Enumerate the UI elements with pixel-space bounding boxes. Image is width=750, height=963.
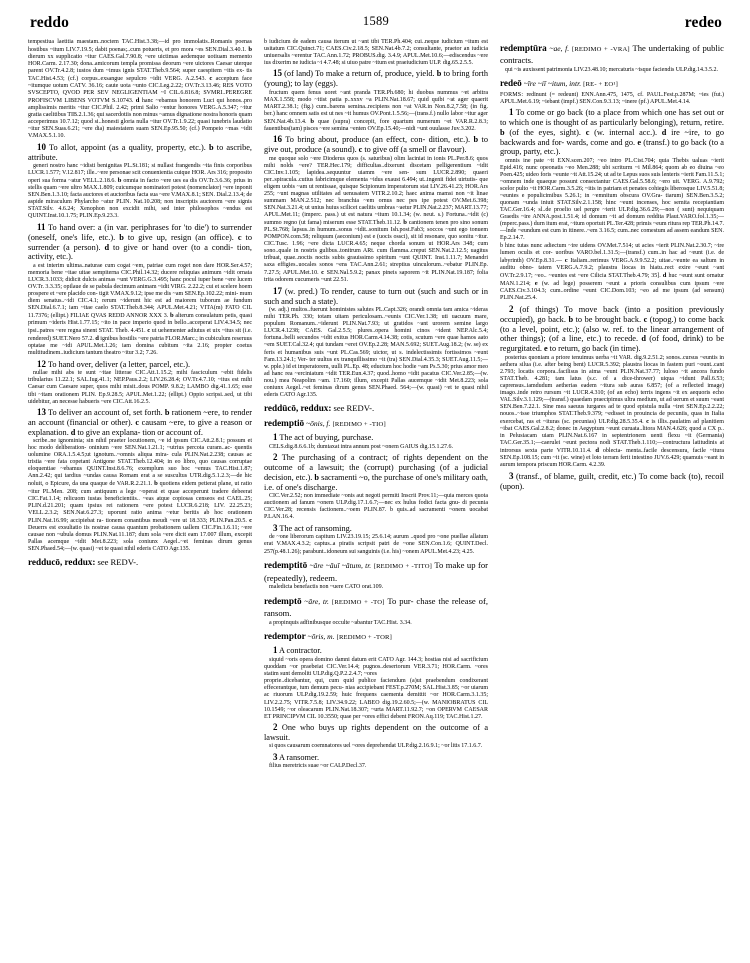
grammar-info: ~āre, tr. <box>301 596 329 606</box>
sense-text: (of land) To make a return of, produce, yield. b to bring forth (young); to lay (eggs). <box>264 69 488 89</box>
sense-3 <box>500 472 724 492</box>
sense-11 <box>28 223 252 262</box>
headword: redemptiō <box>264 418 305 429</box>
sense-text: (w. pred.) To render, cause to turn out (such and such or in such and such a state). <box>264 287 488 306</box>
sense-text: To bring about, produce (an effect, con- dition, etc.). b to give out, produce (a sound). c to give off (a smell or flavour). <box>264 135 488 155</box>
headword-gloss: To make up for (repeatedly), redeem. <box>264 560 488 583</box>
headword-gloss: see REDV-. <box>331 403 375 414</box>
citation-block: nullae mihi abs te sunt ~itae litterae CIC.Att.1.15.2; mihi fasciculum ~ebit fidelis tribularius 11.22.1; SAL.Iug.41.1; NEP.Paus.2.2; LIV.26.28.4; OV.Tr.4.7.10; ~itus est mihi Caesar cum Caesare super, quos mihi misit..dous POMP. 9.8.2; LAMBO dig.41.1.65; esse tibi ~itam orationem PLIN. Ep.9.28.5; APUL.Met.1.22; (ellipt.) Oppio scripsi..sed, ut tibi uidebitur, an necesse habueris ~ere CIC.Att.16.2.5. <box>28 370 252 405</box>
forms-label: FORMS: <box>500 91 524 98</box>
citation-block: qui ~is auxissent patrimonia LIV.23.48.10; mercaturis ~isque faciendis ULP.dig.14.3.5.2. <box>505 66 719 73</box>
headword: redemptitō <box>264 560 308 571</box>
sense-number: 2 <box>273 452 278 463</box>
headword: redeō <box>500 78 522 89</box>
citation-block: maledicta benefactis non ~uere CATO orat.109. <box>269 584 384 591</box>
etymology: [REDIMO + -TIO] <box>332 421 386 429</box>
sense-text: To hand over, deliver (a letter, parcel, etc.). <box>47 359 191 369</box>
sense-1 <box>264 433 488 443</box>
headword-entry <box>264 403 488 414</box>
sense-text: The act of ransoming. <box>279 524 352 534</box>
etymology: [REDIMO + -TITO] <box>373 563 433 571</box>
citation-block: proprie..dicebantur, qui, cum quid publice faciendum (a)ut praebendum condixerant effecerantque, tum demum pecu- nias accipiebant FEST.p.270M; SAL.Hist.3.85; ~or uiarum ac riuorum ULP.dig.19.2.59; huic frequens caementa demittit ~or HOR.Carm.3.1.35; LIV.2.2.75; VITR.7.5.8; LIV.34.9.22; LABEO dig.19.2.60.5;—(w. MANIOBRATUS CIL 10.1549; ~or oleacarum PLIN.Nat.18.307; ~urta MART.11.92.7; ~on OPERVM CAESAR ET PRINCIPVM CIL 10.3550; quae per ~ores effici debent FRON.Aq.119; TAC.Hist.1.27. <box>264 678 488 720</box>
citation-block: de ~one liberorum capitum LIV.23.19.15; 25.6.14; aurum ..quod pro ~one puellae allatum erat V.MAX.4.3.2; captus..a piratis scripsit patri de ~one SEN.Con.1.6; QUINT.Decl. 257(p.48.1.26); parabunt..idoneum sui sanguinis (i.e. his) ~onem APUL.Met.4.23; 4.25. <box>264 534 488 555</box>
sense-text: The purchasing of a contract; of rights dependent on the outcome of a lawsuit; the (corrupt) purchasing (of a judicial decision, etc.). b sacramenti ~o, the purchase of one's military oath, i.e. of one's discharge. <box>264 453 488 492</box>
forms-text: redīnunt (= redeunt) ENN.Ann.475, 1475, cf. PAUL.Fest.p.287M; ~ies (fut.) APUL.Met.6.19; ~iebant (impf.) SEN.Con.9.3.13; ~inere (pf.) APUL.Met.4.14. <box>500 91 724 105</box>
headword: redemptō <box>264 595 302 606</box>
headword-entry <box>500 43 724 66</box>
sense-number: 16 <box>273 134 282 145</box>
sense-text: To hand over: a (in var. periphrases for 'to die') to surrender (oneself, one's life, etc.). b to give up, resign (an office). c to surrender (a person). d to give or hand over (to a condi- tion, activity, etc.). <box>28 223 252 262</box>
sense-number: 2 <box>273 722 278 733</box>
sense-3 <box>264 524 488 534</box>
sense-15 <box>264 69 488 89</box>
sense-number: 10 <box>37 141 46 152</box>
citation-block: a est interim ultima..naturae cum cogat ~em, patriae cum roget non dare HOR.Ser.4.57; memoria bene ~itae uitae sempiterna CIC.Phil.14.32; ducere reliquias animum ~idit ornata LUCR.3.1033; didicit dulcis animas ~unt VERG.G.3.495; hanc pocul iuper bene ~ere lucem OV.Tr. 3.3.35; opilaue de se pabula decimum animam ~idit VIRG. 2.22.2; cui et scelere hoem prospere et ~ere placido con- tigit V.MAX.9.12; ipse me dis ~am SEN.Ep.102.22; mini- mum diem senatus..~idi CIC.4.1; rerum ~iderunt hic est ad maiorem tuborum ae fundum SEN.Dial.6.7.1; iam ~itae caelo STAT.Theb.8.344; APUL.Met.4.21; VITA(m) FATO CIL 11.7376; (ellipt.) FILIAE QVAS REDD ANNOR XXX 3. b alterum consulatum petis, quasi primum ~ideris Hist.1.77.15; ~ito in pace imperio quod in bello..acceperat LIV.4.34.5; nec ipsi..patres ~ere regna sinent STAT. Theb. 4.451. c ut uehementer adiutus et uix ~itus sit (i.e. rendered) SUET.Nero 57.2. d ignibus hostilis ~ere patria FLOR.Marc.; in cubiculum reseruus optatae me ~idi APUL.Met.1.26; iam domina cubitum ~ita 2.16; propter coetus multitudinem..iudicium tantum theatro ~itur 3.2; 7.26. <box>28 262 252 357</box>
column-3 <box>500 38 724 955</box>
headword: redducō, reddux: <box>28 557 96 568</box>
sense-17 <box>264 287 488 307</box>
sense-16 <box>264 135 488 155</box>
citation-block: posterius quoniam a priore tenuimus uerba ~it VAR. dig.9.2.51.2; sonos..cursus ~euntis in aethera silua (i.e. after being bent) LUCR.5.392; plaustra liocas in fastem puri ~ount..cant 2.793; locatis corpora..facilisus in aima ~eunt PLIN.Nat.37.77; luloso ~it ancora fundo STAT.Theb. 4.281; tam latus (s.c. of a dice-thrower) uiqua ~idunt Pall.6.53; caprensus..iamdudum aetherias eadem ~itura sub auras 6.857; (of a reflected image) imago..inde retro rursum ~it LUCR.4.310; (of an echo) terris ingens ~it ex aequoris echo VAL.Silv.3.1.129;—(transf.) quaedam praecipimus ultra medium, ut ad uerum et suum ~eant SEN.Ben.7.22.1. Sine mea saeuus iurgares ad te quod epistula nulla ~iret SEN.Ep.2.2.22; nouos..~isse triumphos STAT.Theb.9.379; ~edisset in prouincia de pecuniis, quas in Italia exercebat, ras et ~ituras (sc. pecunias) ULP.dig.28.5.35.4. c is illis..paulatim ad planitiem ~ibat CAES.Gal.2.8.2; donec in Aegyptum ~eunt curuata..litora MAN.4.626; quod a CX p.. in Pelusiacam uiam PLIN.Nat.6.167 in septentrionem uenti flexu ~it (Germania) TAC.Ger.35.1;—caerulei ~eunt pectora nodi STAT.Theb.1.110;—contructura latitudinis at introrsus sexta parte VITR.10.11.4. d oblecta- menta..facile descensura, facile ~itura SEN.Ep.108.15; cum ~it (sc. wine) et loto terram ferit intestino JUV.6.429; quamuis ~eant in aurum tempora priscum HOR.Carm. 4.2.39. <box>500 354 724 469</box>
grammar-info: ~ōnis, f. <box>304 419 331 429</box>
etymology: [REDIMO + -TOR] <box>336 634 393 642</box>
sense-number: 17 <box>273 286 282 297</box>
sense-number: 1 <box>273 432 278 443</box>
sense-number: 3 <box>509 470 514 481</box>
citation-block: si quos causarum coemnatores uel ~ores deprehendat ULP.dig.2.16.9.1; ~or litis 17.1.6.7. <box>269 743 483 750</box>
headword-entry <box>264 560 488 583</box>
headword-entry <box>264 631 488 644</box>
headword-entry <box>28 557 252 568</box>
headword-gloss: see REDV-. <box>95 557 139 568</box>
sense-1 <box>500 108 724 157</box>
citation-block: filius meretricis suae ~or CALP.Decl.37. <box>269 763 367 770</box>
sense-text: To allot, appoint (as a quality, property, etc.). b to ascribe, attribute. <box>28 142 252 162</box>
headword-entry <box>264 596 488 619</box>
sense-text: To deliver an account of, set forth. b rationem ~ere, to render an account (financial or other). c causam ~ere, to give a reason or explanation. d to give an explana- tion or account of. <box>28 408 252 437</box>
headword-entry <box>500 78 724 91</box>
sense-text: (transf., of blame, guilt, credit, etc.) To come back (to), recoil (upon). <box>500 471 724 491</box>
citation-block: fructum quem fenus uoret ~ant pranda TER.Ph.680; hi duobus nummus ~et arbitra MAX.1.558; modo ~itist patia p..xxxv ~a PLIN.Nat.18.67; quid quibi ~at ager quaerit MART.2.38.1; (fig.) cum..barens semina..recipiens non ~at VAR.in Non.8.2,7.58; (in fig. ber.) hanc omnem satis est ut nes ~it humus OV.Pont.1.5.56;—(trans.f.) nullo labor ~itur ager SEN.Nat.4b.13.4. b quae (supra) concepit, fore quartum numerum ~et VAR.R.2.8.3; fauentibus(tam) pisces ~ere semina ~enten OV.Ep.15.40;—nidi ~unt ouulasse Juv.3.202. <box>264 89 488 132</box>
sense-text: (of things) To move back (into a position previously occupied), go back. b to be brought back. c (topog.) to come back (to a level, point, etc.); (also w. ref. to the linear arrangement of other things); (of a line, etc.) to recede. d (of food, drink) to be regurgitated. e to return, go back (in time). <box>500 304 724 354</box>
citation-block: (w. adj.) multos..fuerunt hoministes salutes PL.Capt.326; orandi omnia tam amica ~ideras mihi TER.Ph. 330; totam uitam periculosam..~eunis CIC.Ver.1.38; uti uacuum mare, populum Romanum..~iderunt PLIN.Nat.7.93; ut gratidos ~ant urorem semine largo LUCR.4.1238; CAES. Gal.2.5.5; plures..opera homini cinos ~ident NEP.Alc.5.4; fortuna..belli secundos ~idit exitus HOR.Carm.4.14.38; cotis, scutum ~ere quae hamos aato ~em SUET.Cal.32.4; qui tundam ~eret OV.Ep.2.28; MAN.5.692; SUET.Aug.18.2; (w. se) ex feris et humanibus suis ~unt PL.Cas.569; uictor, ut s. indelectissimis fortissimos ~eunt Fam.13.24.1; Ver- ter uultus ex tranquillissimo ~it (tra) SEN.Dial.4.35.3; SUET.Aug.11.5;—w. pple.) id et imperatorem, uulli PL.Ep. 48; eductum hoc hodie ~am Ps.5.30; prius amor meo ad hanc rea ~erciniatum ~idit TER.Eun.4.37; quod..homo ~idit pacatus CIC.Ver.2.85;—(w. nou.) mea Neapolim ~am. 17.160; illum, excepit Pallas aucemque ~idit Met.8.223; sola coniunx Aegel..~et feminas dirum genus SEN.Phaed. 564;—(w. quasi) ~et te quasi nihil ederis CATO Agr.135. <box>264 307 488 398</box>
column-1 <box>28 38 252 955</box>
grammar-info: ~ae, f. <box>546 43 570 53</box>
sense-number: 15 <box>273 68 282 79</box>
sense-number: 12 <box>37 358 46 369</box>
etymology: [REDIMO + -VRA] <box>571 45 630 53</box>
sense-1 <box>264 646 488 656</box>
sense-number: 13 <box>37 407 46 418</box>
sense-2 <box>500 305 724 354</box>
etymology: [REDIMO + -TO] <box>331 598 385 606</box>
citation-block: scribe..ne ignominia; sin nihil praeter locutionem, ~e id ipsum CIC.Att.2.8.1; possum et hoc modo deliberation- oninium ~ere SEN.Nat.1.21.1; ~utrius percota curam..ac- quentis uolumine ORA.1.5.4.5;ut ignotum..~omnis aliqua mira- cula PLIN.Nat.2.238; causas ac tristia ~ere fata copetant Antigone STAT.Theb.12.404; in eo libro, quo causas corruptae eloquentiae ~ebamus QUINT.Inst.8.6.76; exemplum suo hoc ~emus TAC.Hist.1.87; Ann.2.42; qui tardius ~undas causa Romam erat a se suscultus UTR.dig.5.1.2.3;—de hic noluit, o Epicure, da una quaque de VAR.R.2.21.1. b quotiens eidem petierat plane, ut ratio ~itur PL.Men. 208; cum antiquum a lege ~operat et quae acceperunt tradere debeerat CIC.Fat.1.14; relicuom iustas beneficientiis.. ~eas atque copiosas censeos est CAEL.25; PLIN.d.21.201; quam ipsius rei rationem ~ere potest LUCR.6.218; LIV. 22.25.23; VELL.2.3.2; SEN.Nat.6.27.3; uporunt ratio anima ~etur beritis ab hoc orationem PLIN.Nat.16.99; accipiebat ra- tionem conantibus meudi ~ere ut 18.333; PLIN.Pan.20.5. c Deuerrs est exsultatio iis nostrae causa quantum probationem uallem CIC.Fin.1.6.11; ~ere causae non ~ubula domus PLIN.Nat.11.187; dum sola ~ere dicit eam 17.007 illum, excepit Pallas acemque ~idit Met.8.223; sola coniunx Aegel..~et feminas dirum genus SEN.Phaed.54;—(w. quasi) ~et te quasi nihil ederis CATO Agr.135. <box>28 438 252 552</box>
running-head-left: reddo <box>30 14 69 31</box>
headword: redemptūra <box>500 42 547 53</box>
citation-block: a propinquis adfinibusque occulte ~abantur TAC.Hist. 3.34. <box>269 619 412 626</box>
sense-2 <box>264 453 488 492</box>
citation-block: b hinc tutas nunc adiectum ~ire uidens OV.Met.7.514; ut acies ~ierit PLIN.Nat.2.30.7; ~ire lumen oculis et cor- uoribus VARO.bel.1.31.5;—(transf.) cum..in hac ad ~eunt (i.e. de labyrinth) OV.Ep.8.31.— c Italiam..rerimus VERG.A.9.9.52.2; uitae..~eunte ea saltum in auditu obno- tatem VERG.A.7.9.2; plaustra liocas in hiatu..rect exire ~eunt ~ant OV.Tr.2.9.17; ~eo.. ~euntes est ~ere Cilicia STAT.Theb.4.79; 35]. d huc ~eunt sunt ornatur MAN.1.214; e (w. ad lege) posserem ~eunt a prioris consulibus cum ipsum ~ere CAES.Civ.3.104.3; cum..ordine ~eunt CIC.Dom.103; ~eo ad me ipsum (ad sensum) PLIN.Nat.25.4. <box>500 242 724 302</box>
citation-block: omnis ine pate ~it EXN.scen.207; ~eo intro PL.Cist.704; quia Thebis ualuas ~ierit Epid.416; nunc opeonatis ~eo Men.288; ubi scriturm ~i Mil.864; quom ab eo diuina ~eo Poen.425; uideo foris ~eunte ~it Att.15.24; ut ad te Lepus suos suis lenteris ~ierit Fam.11.5.1; ~omnem inde quaeque possunt consectantur CAES.Gal.5.58.6; ~ero uit. VERG. A.9.792; scelor pulto ~it HOR.Carm.3.5.26; ~itis in patriam et penates cohiegis liberosque LIV.5.51.8; ~euntes e populicimibus 5.26.1; in ~emnitum obscura OV.Gra- tiarum) SEN.Ben.3.5.2; quonam ~unda iniuit STAT.Silv.2.1.158; hinc ~eunt incenses, hoc semita recepiantiam TAC.Ger.16.4; sl..de proelio uel pergre ~ierit ULP.dig.36.6.29;—non ( sunt) nequiquam Graedis ~ire ANNA.post.1.51.4; id domum ~it ad domum reddita Plaut.VARO.fol.1.35;—(mperc.pass.) durn itum erat, ~itum oportuit PL.Ter.428; primis ~eum ritura rep TER.Ph.14.7.—lnde ~eundum est cum in itinere..~em 3.16.5; cum..nec comestum ad assem eandum SEN. Ep.2.14.7. <box>500 157 724 242</box>
sense-12 <box>28 360 252 370</box>
column-2 <box>264 38 488 955</box>
sense-number: 1 <box>273 645 278 656</box>
citation-block: me quoque solo ~ere Dioderus quos (s. saturibus) olim laciniat in ionis PL.Per.8.6; quos mihi nolds ~ere? TER.Hec.179; difficultas..dixerunt discetam pelligerentium ~idit CIC.Inv.1.105; lapidea..sequuntur uiamm ~ere sen- sum LUCR.2.890; quaeri per..spiracula..cutius fabricimque elementa ~idus exaust 6.494; ut..ingenii fidei uirtutis- que eligem uobis ~am ut rentissae, quisque Scipionum imperatorum stat LIV.26.41.23; HOR.Ars 255; ~unt magnas utilitates ad uenusatem VITR.2.10.2; haec anima mamsi non ~it linae summam MAN.2.512; nec branchia ~em ornus nec pes ipe potest OV.Met.6.398; SEN.Nat.3.21.4; ut unius huius scilicet caelitis umbras ~aetur PLIN.Nat.2.237; MART.13.77; APUL.Met.11; (imperc. pass.) ut est natura ~itum 10.1.34; (w. neut. s.) Fortuna..~idit (c) summo regno (ut fama) miserum esse STAT.Theb.11.12. b cantionem tenen pro sino sonum PL.St.768; lapsus..in humum..sonus ~idit..sonitum Ish.post.Fab3; soccos ~unt ego tonuem POMPON.com.58; reliquum (aeconium) est e (uocis ossci), sit id resonare, quo sonitu ~itur. CIC.Tusc. 1.96; ~ere dicta LUCR.4.65; neque chorda sonum ut HOR.Ars 348; cum sono..quale in nostris gulibus..tonitrum ARt. cum flamma..creput SEN.Nat.2.12.5; uagitus tribuat, quae..noctis noctis subis grauissimo spiritum ~unt QUINT. Inst.1.11.7; Menandri saxa effigies..uocales sonos ~ens TAC.Ann.2.61; streptius uinculorum..~ebatur PLIN.Ep. 7.27.5; APUL.Met.10. c SEN.Nal.5.9.2; panax pineis saporem ~it PLIN.Nat.19.187; folia trita odorem cucumeris ~unt 22.51. <box>264 155 488 284</box>
sense-2 <box>264 723 488 743</box>
grammar-info: ~āre ~āuī ~ātum, tr. <box>307 561 372 571</box>
sense-number: 2 <box>509 303 514 314</box>
sense-text: One who buys up rights dependent on the outcome of a lawsuit. <box>264 723 488 743</box>
etymology: [RE- + EO¹] <box>583 81 618 89</box>
citation-block: CELS.dig.8.6.6.1b; dumtaxat intra annum post ~onem GAIUS dig.15.1.27.6. <box>269 443 454 450</box>
citation-block: b iudicium de eadem causa iterum ut ~ant tibi TER.Ph.404; cui..neque iudicium ~itum est usitatum CIC.Quinct.71; CAES.Civ.2.18.5; SEN.Nat.4b.7.2; consultante, praetor an iudicia uniuersalis ~erentur TAC.Ann.1.72; PROBUS.dig. 3.4.9; APUL.Met.10.6;—ediscendus ~ere ius dixerim ne iudicia ~i 4.7.48; si uiuo patre ~itum est praeiudicium ULP. dig.65.2.5.5. <box>264 38 488 66</box>
sense-13 <box>28 408 252 437</box>
grammar-info: ~īre ~iī ~itum, intr. <box>521 79 582 89</box>
sense-text: A ransomer. <box>279 753 320 763</box>
sense-text: The act of buying, purchase. <box>279 433 374 443</box>
running-head-right: redeo <box>684 14 722 31</box>
grammar-info: ~ōris, m. <box>305 632 335 642</box>
sense-number: 3 <box>273 523 278 534</box>
sense-10 <box>28 143 252 163</box>
citation-block: tempestiua laetitia maestam..noctem TAC.Hist.3.38;—id pro immolatis..Romanis poenas hostibus ~itum LIV.7.19.5; dabit poenas;..cum potueris, et pro mora ~es SEN.Dial.3.40.1. b dierum xx supplicatio ~itur CAES.Gal.7.90.8; ~ere uictimas aedemque uotiuam memento HOR.Carm. 2.17.30; dona..amicorum templa promissa deorum ~ere uictores Caesar uterque parent OV.Tr.4.2.8; iustos dum ~imus ignis STAT.Theb.9.564; super caespitem ~itis ex- tis TAC.Hist.4.53; (cf.) corpus..exsangue sepulcro ~idit VERG. A.2.543. c acceptum face ~itumque uotum CATV. 36.16; caute uota ~unto CIC.Leg.2.22; OV.Tr.3.13.46; RES VOTO SVSCEPTO, QVOD PER SEV NEGLIGENTIAM ~I CIL.6.816.8; SVMRI..PEREGRE PROFISCVM LIBENS VOTVM S.10743. d hanc ~ebamus honorem Luci qui honos..pro amplissimis meritis ~itur CIC.Phil. 2.42; primi Salio ~entur honores VERG.A.5.347; ~itur gratia caelitibus TIB.2.1.36; qui sacerdotiis non minus ~amus dignatione nostra honoris quam acceperimus 10.7.12; quod si..honesti gloria nulla ~itur OV.Tr.1.9.22; quasi iunebris laudatio ~itur SEN.Suas.6.21; ~ere dia) maiestatem suam SEN.Ep.95.50; (cf.) Pompeio ~mas ~idit V.MAX.5.1.10. <box>28 38 252 140</box>
citation-block: siquid ~oris opera domino damni datum erit CATO Agr. 144.3; hostias nisi ad sacrificium quoddam ~or praebeiat CIC.Ver.14.4; pugnos..desertorum VER.3.71; HOR.Carm. ~ores statim sunt demoliti ULP.dig.Q.P.2.2.4.7; ~ores <box>264 656 488 677</box>
sense-3 <box>264 753 488 763</box>
headword-gloss: To pur- chase the release of, ransom. <box>264 595 488 619</box>
citation-block: CIC.Ver.2.52; non immediate ~onis aut negoti permiti Inscrii Prov.11;—quia merces quota auctionem ad fanum ~onem ULP.dig.17.1.6.7;—nec ex hulus fodici facta gnu- di pecunia CIC.Ver.28; recensis factionem..~oem PLIN.87. b quis..ad sacramenti ~onem uocabat P.LAN.16.4. <box>264 493 488 521</box>
sense-number: 3 <box>273 752 278 763</box>
sense-text: A contractor. <box>279 646 322 656</box>
page-number: 1589 <box>362 14 390 28</box>
headword: redemptor <box>264 631 306 642</box>
headword-gloss: The undertaking of public contracts. <box>500 42 724 65</box>
sense-text: To come or go back (to a place from which one has set out or to which one is thought of as particularly belonging), return, retire. b (of the eyes, sight). c (w. internal acc.). d ire ~ire, to go backwards and for- wards, come and go. e (transf.) to go back (to a group, party, etc.). <box>500 108 724 157</box>
sense-number: 11 <box>37 222 46 232</box>
sense-number: 1 <box>509 107 514 118</box>
headword-entry <box>264 418 488 431</box>
forms-note <box>500 92 724 106</box>
running-head <box>30 14 722 36</box>
citation-block: generi nostro hanc ~idisti benignitas PL.St.181; si nullast frangendis ~ita finis corporibus LUCR.1.577; V.12.817; ille..~ere personae scit conuenientia cuique HOR. Ars 316; proposito operi sua forma ~atur VELL.2.18.6. b omnia in facto ~ere ues ea dis OV.Tr.3.6.36; prius in stellis quam ~ere ultro MAX.1.809; cuicumque nominatori potest (nomenclator) ~ere inponit SEN.Ben.1.3.10; facta auctores et auctoribus facta sua ~ere V.MAX.8.1; SEN. Dial.2.13.4; de aspide miraculum Phylarcho ~atur PLIN. Nat.10.208; non inscriptis auctorem ~ere signis STAT.Silv. 4.6.24; Xenophon non excidit mihi, sed inter philosophos ~endus est QUINT.Inst.10.1.75; PLIN.Ep.9.23.3. <box>28 163 252 220</box>
column-container <box>28 38 724 955</box>
headword: reddūcō, reddux: <box>264 403 332 414</box>
